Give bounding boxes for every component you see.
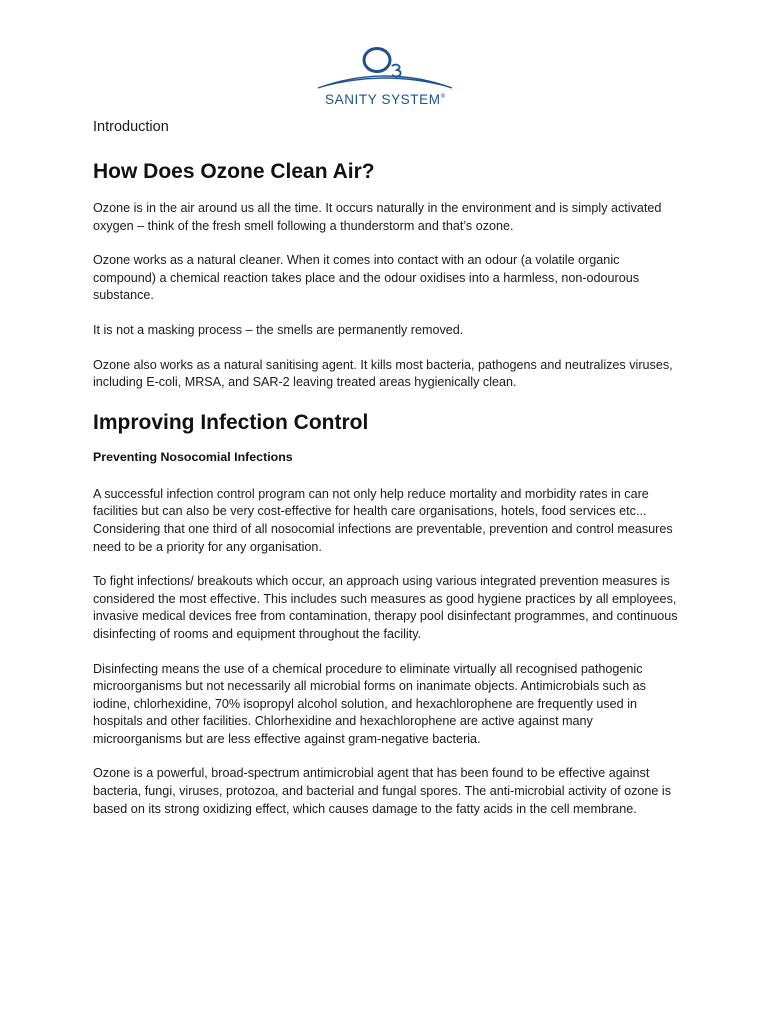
paragraph: Ozone is a powerful, broad-spectrum antimicrobial agent that has been found to be effective against bacteria, fungi, viruses, protozoa, and bacterial and fungal spores. The anti-microbial activity of ozone is based on its strong oxidizing effect, which causes damage to the fatty acids in the cell membrane. <box>93 766 671 816</box>
section-heading-infection-control: Improving Infection Control <box>93 410 369 434</box>
paragraph: Ozone is in the air around us all the time. It occurs naturally in the environment and is simply activated oxygen – think of the fresh smell following a thunderstorm and that’s ozone. <box>93 201 662 233</box>
document-body <box>93 116 683 835</box>
section-heading-ozone: How Does Ozone Clean Air? <box>93 160 375 183</box>
intro-label: Introduction <box>93 119 169 135</box>
paragraph: It is not a masking process – the smells are permanently removed. <box>93 322 464 337</box>
paragraph: Disinfecting means the use of a chemical procedure to eliminate virtually all recognised pathogenic microorganisms but not necessarily all microbial forms on inanimate objects. Antimicrobials such as iodine, chlorhexidine, 70% isopropyl alcohol solution, and hexachlorophene are frequently used in hospitals and other facilities. Chlorhexidine and hexachlorophene are active against many microorganisms but are less effective against gram-negative bacteria. <box>93 661 646 746</box>
company-logo <box>310 42 460 114</box>
paragraph: A successful infection control program can not only help reduce mortality and morbidity rates in care facilities but can also be very cost-effective for health care organisations, hotels, food services etc... Considering that one third of all nosocomial infections are preventable, prevention and control measures need to be a priority for any organisation. <box>93 486 673 554</box>
paragraph: Ozone works as a natural cleaner. When it comes into contact with an odour (a volatile organic compound) a chemical reaction takes place and the odour oxidises into a harmless, non-odourous substance. <box>93 253 640 303</box>
logo-wordmark: SANITY SYSTEM® <box>325 92 445 107</box>
paragraph: To fight infections/ breakouts which occur, an approach using various integrated prevention measures is considered the most effective. This includes such measures as good hygiene practices by all employees, invasive medical devices free from contamination, therapy pool disinfectant programmes, and continuous disinfecting of rooms and equipment throughout the facility. <box>93 574 678 641</box>
o3-logo-icon <box>310 42 460 92</box>
paragraph: Ozone also works as a natural sanitising agent. It kills most bacteria, pathogens and neutralizes viruses, including E-coli, MRSA, and SAR-2 leaving treated areas hygienically clean. <box>93 357 673 390</box>
subheading-nosocomial: Preventing Nosocomial Infections <box>93 449 293 464</box>
